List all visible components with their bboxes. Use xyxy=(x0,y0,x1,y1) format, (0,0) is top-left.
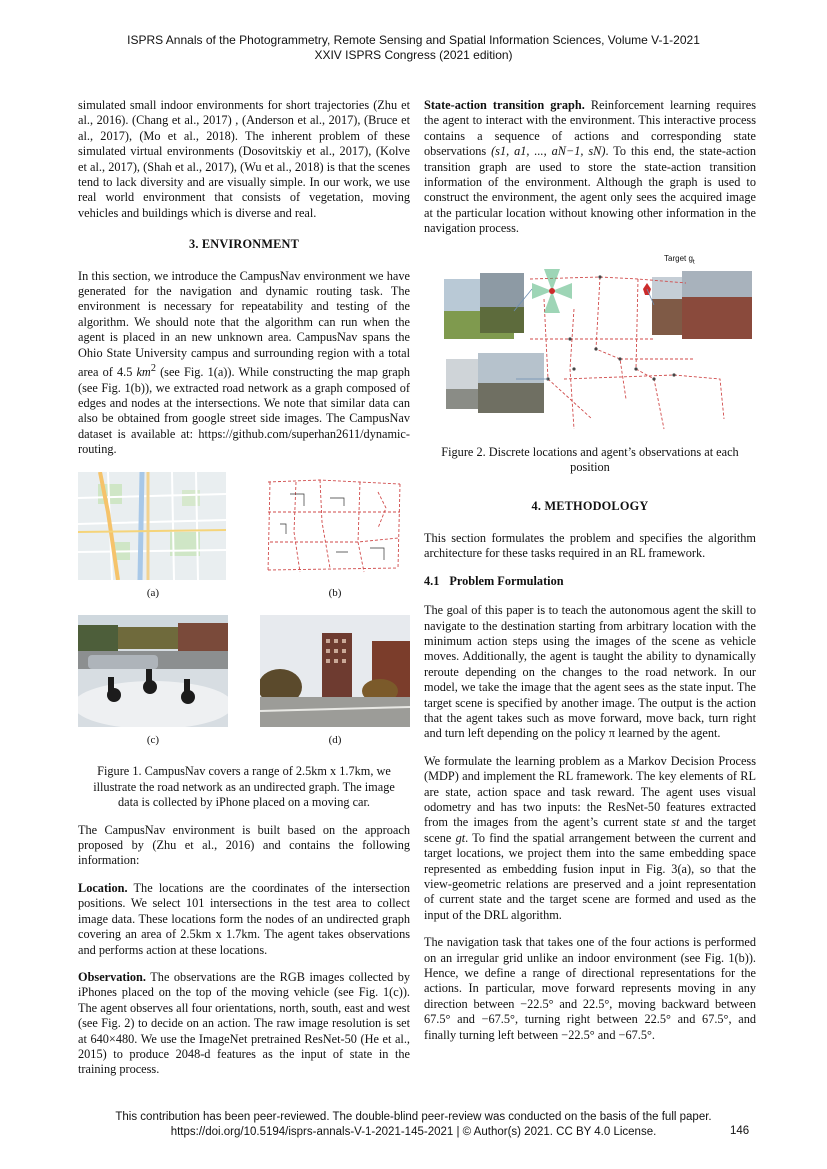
right-column xyxy=(424,98,756,1055)
figure-1-caption: Figure 1. CampusNav covers a range of 2.5km x 1.7km, we illustrate the road network as an undirected graph. The image data is collected by iPhone placed on a moving car. xyxy=(93,764,395,810)
location-lead: Location. xyxy=(78,880,128,895)
environment-paragraph: In this section, we introduce the CampusNav environment we have generated for the navigation and dynamic routing task. The environment is necessary for repeatability and testing of the algorithm. We should note that the algorithm can run when the agent is placed in an new unknown area. CampusNav spans the Ohio State University campus and surrounding region with a total area of 4.5 $km^2$ (see Fig. 1(a)). While constructing the map graph (see Fig. 1(b)), we extracted road network as a graph composed of edges and nodes at the intersections. We note that similar data can also be obtained from google street side images. The CampusNav dataset is available at: https://github.com/superhan2611/dynamic-routing. xyxy=(78,268,410,457)
figure-1b-label: (b) xyxy=(328,586,342,599)
header-journal-line: ISPRS Annals of the Photogrammetry, Remote Sensing and Spatial Information Sciences, Volume V-1-2021 xyxy=(127,33,700,47)
observation-paragraph: Observation. The observations are the RGB images collected by iPhones placed on the top of the moving vehicle (see Fig. 1(c)). The agent observes all four orientations, north, south, east and west (see Fig. 2) to decide on an action. The raw image resolution is set at 640×480. We use the ImageNet pretrained ResNet-50 (He et al., 2015) to produce 2048-d features as the input of state in the training process. xyxy=(78,969,410,1077)
state-action-lead: State-action transition graph. xyxy=(424,98,585,112)
approach-paragraph: The CampusNav environment is built based on the approach proposed by (Zhu et al., 2016) and contains the following information: xyxy=(78,822,410,868)
header-congress-line: XXIV ISPRS Congress (2021 edition) xyxy=(314,48,513,62)
section-3-heading: 3. ENVIRONMENT xyxy=(188,237,300,252)
road-graph-image xyxy=(260,472,408,580)
section-4-heading: 4. METHODOLOGY xyxy=(531,499,649,514)
figure-1b xyxy=(260,472,410,611)
subsection-4-1-heading: 4.1 Problem Formulation xyxy=(424,573,564,588)
observation-sequence-math: (s1, a1, ..., aN−1, sN) xyxy=(491,144,606,159)
navigation-paragraph: The navigation task that takes one of the four actions is performed on an irregular grid unlike an indoor environment (see Fig. 1(b)). Hence, we define a range of directional representations for the actions. In particular, move forward represents moving in any direction between −22.5° and 22.5°, moving backward between 67.5° and −67.5°, turning right between 22.5° and 67.5°, and finally turning left between −22.5° and −67.5°. xyxy=(424,935,756,1042)
unit-km: km xyxy=(136,365,151,380)
intro-paragraph: simulated small indoor environments for short trajectories (Zhu et al., 2016). (Chang et al., 2017) , (Anderson et al., 2017), (Bruce et al., 2017), (Mo et al., 2018). The inherent problem of these simulated virtual environments (Dosovitskiy et al., 2017), (Kolve et al., 2017), (Shah et al., 2017), (Wu et al., 2018) is that the scenes tend to lack diversity and are visually simple. In our work, we use real world environment that consists of vegetation, moving vehicles and buildings which is diverse and real. xyxy=(78,98,410,220)
footer-doi-license: https://doi.org/10.5194/isprs-annals-V-1-2021-145-2021 | © Author(s) 2021. CC BY 4.0 License. xyxy=(170,1126,657,1138)
location-paragraph: Location. The locations are the coordinates of the intersection positions. We select 101 intersections in the test area to collect image data. These locations form the nodes of an undirected graph covering an area of 2.5km x 1.7km. The agent takes observations and performs action at these locations. xyxy=(78,880,410,957)
campus-map-image xyxy=(78,472,226,580)
methodology-paragraph: This section formulates the problem and specifies the algorithm architecture for these tasks required in an RL framework. xyxy=(424,530,756,561)
figure-1 xyxy=(78,472,410,811)
running-header xyxy=(0,33,827,63)
figure-2-caption: Figure 2. Discrete locations and agent’s observations at each position xyxy=(441,444,739,475)
car-mount-photo xyxy=(78,615,228,727)
state-action-paragraph: State-action transition graph. Reinforcement learning requires the agent to interact with the environment. This interactive process contains a sequence of actions and corresponding state observations (s1, a1, ..., aN−1, sN). To this end, the state-action transition graph are used to store the state-action transition information of the environment. Although the graph is used to construct the environment, the agent only sees the acquired image at the particular location without knowing other information in the navigation process. xyxy=(424,98,756,236)
figure-1a xyxy=(78,472,228,611)
figure-1d-label: (d) xyxy=(328,734,342,747)
page-number: 146 xyxy=(730,1125,750,1137)
page-footer xyxy=(0,1110,827,1140)
figure-1d xyxy=(260,615,410,758)
unit-exponent: 2 xyxy=(150,363,156,375)
observation-lead: Observation. xyxy=(78,969,146,984)
target-label: Target $g_t$ xyxy=(664,253,695,266)
figure-1c-label: (c) xyxy=(146,734,160,747)
street-view-photo xyxy=(260,615,410,727)
left-column xyxy=(78,98,410,1090)
discrete-locations-figure xyxy=(424,249,756,439)
goal-paragraph: The goal of this paper is to teach the autonomous agent the skill to navigate to the destination starting from arbitrary location with the minimum action steps using the images of the scene as vehicle moves. Additionally, the agent is taught the ability to dynamically reroute depending on the changes to the road network. In our model, we take the image that the agent sees as the state input. The target scene is specified by another image. The output is the action that the agent takes such as move forward, move back, turn right and turn left depending on the policy π learned by the agent. xyxy=(424,603,756,741)
mdp-paragraph: We formulate the learning problem as a Markov Decision Process (MDP) and implement the RL framework. The key elements of RL are state, action space and task reward. The agent uses visual odometry and has two inputs: the ResNet-50 features extracted from the images from the agent’s current state st and the target scene gt. To find the spatial arrangement between the current and target locations, we project them into the same embedding space represented as embedding fusion input in Fig. 3(a), so that the view-geometric relations are preserved and a joint representation of current state and the target scene are formed and used as the input of the DRL algorithm. xyxy=(424,753,756,922)
figure-2 xyxy=(424,249,756,439)
footer-review-note: This contribution has been peer-reviewed. The double-blind peer-review was conducted on the basis of the full paper. xyxy=(115,1111,712,1123)
figure-1a-label: (a) xyxy=(146,586,160,599)
figure-1c xyxy=(78,615,228,758)
